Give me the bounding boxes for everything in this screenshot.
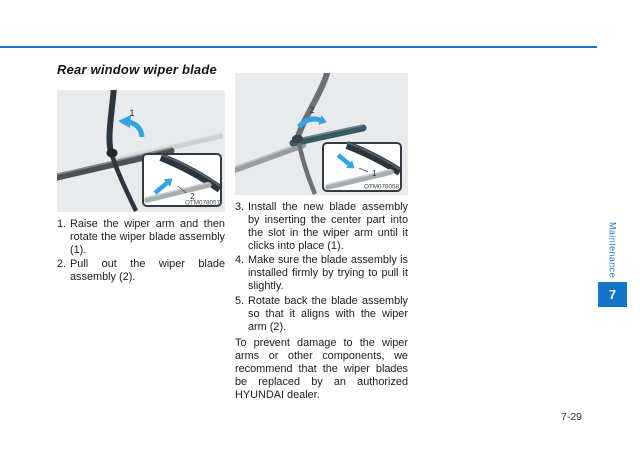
inset-step-label: 2	[190, 192, 195, 201]
figure-code: OTM078058	[363, 183, 399, 191]
figure-code: OTM078057	[184, 199, 220, 207]
step-1	[57, 218, 225, 257]
figure-remove-wiper-illustration	[57, 90, 225, 212]
header-rule	[0, 46, 597, 48]
step-text: Raise the wiper arm and then rotate the wiper blade assembly (1).	[70, 218, 225, 257]
step-2	[57, 258, 225, 284]
figure-step-label: 1	[129, 108, 135, 118]
chapter-tab-label: Maintenance	[607, 222, 618, 278]
figure-install-wiper	[235, 73, 408, 195]
inset-step-label: 1	[372, 169, 377, 178]
step-3	[235, 201, 408, 253]
left-column	[57, 90, 225, 285]
figure-inset	[143, 154, 221, 206]
step-5	[235, 295, 408, 334]
section-heading: Rear window wiper blade	[57, 62, 217, 77]
figure-step-label: 2	[309, 105, 315, 115]
advisory-note: To prevent damage to the wiper arms or other components, we recommend that the wiper blades be replaced by an authorized HYUNDAI dealer.	[235, 336, 408, 402]
step-number: 4.	[235, 254, 245, 267]
right-column	[235, 73, 408, 402]
step-number: 1.	[57, 218, 67, 230]
step-text: Make sure the blade assembly is installed firmly by trying to pull it slightly.	[248, 254, 408, 293]
chapter-tab	[598, 222, 627, 307]
step-text: Install the new blade assembly by inserting the center part into the slot in the wiper arm until it clicks into place (1).	[248, 201, 408, 253]
step-text: Pull out the wiper blade assembly (2).	[70, 258, 225, 284]
figure-remove-wiper	[57, 90, 225, 212]
chapter-number-badge: 7	[598, 282, 627, 307]
step-number: 5.	[235, 294, 245, 307]
step-number: 3.	[235, 201, 245, 213]
steps-list-right	[235, 201, 408, 334]
figure-install-wiper-illustration	[235, 73, 408, 195]
step-number: 2.	[57, 258, 67, 271]
steps-list-left	[57, 218, 225, 284]
step-4	[235, 254, 408, 293]
page-number: 7-29	[561, 411, 583, 423]
step-text: Rotate back the blade assembly so that it aligns with the wiper arm (2).	[248, 294, 408, 333]
